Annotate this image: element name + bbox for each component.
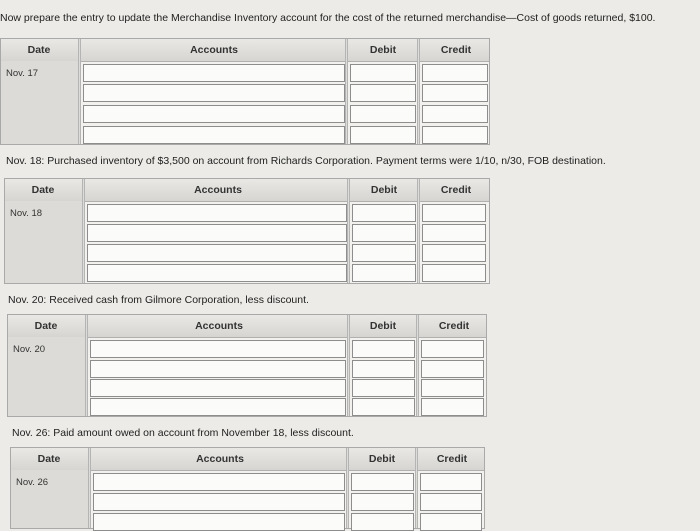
column-divider: [346, 448, 349, 528]
column-divider: [416, 315, 419, 416]
account-input[interactable]: [83, 126, 345, 144]
account-input[interactable]: [93, 473, 345, 491]
credit-input[interactable]: [420, 493, 482, 511]
account-input[interactable]: [87, 224, 347, 242]
accounts-header: Accounts: [195, 320, 243, 332]
column-divider: [417, 179, 420, 283]
date-column: [11, 470, 88, 528]
debit-input[interactable]: [351, 513, 414, 531]
date-header: Date: [27, 44, 51, 56]
credit-header: Credit: [438, 320, 470, 332]
account-input[interactable]: [90, 340, 346, 358]
date-column: [1, 61, 78, 144]
entry-prompt-nov18: Nov. 18: Purchased inventory of $3,500 on account from Richards Corporation. Payment terms were 1/10, n/30, FOB destination.: [6, 155, 606, 167]
credit-input[interactable]: [421, 340, 484, 358]
debit-input[interactable]: [352, 204, 416, 222]
credit-input[interactable]: [422, 204, 486, 222]
entry-prompt-nov20: Nov. 20: Received cash from Gilmore Corporation, less discount.: [8, 294, 309, 306]
account-input[interactable]: [90, 398, 346, 416]
column-divider: [415, 448, 418, 528]
credit-input[interactable]: [422, 64, 488, 82]
column-divider: [85, 315, 88, 416]
debit-input[interactable]: [352, 244, 416, 262]
date-header: Date: [31, 184, 55, 196]
date-column: [5, 201, 82, 283]
account-input[interactable]: [83, 105, 345, 123]
credit-input[interactable]: [420, 473, 482, 491]
journal-table-nov26: [10, 447, 485, 529]
account-input[interactable]: [83, 84, 345, 102]
debit-input[interactable]: [352, 340, 415, 358]
debit-input[interactable]: [350, 64, 416, 82]
credit-input[interactable]: [422, 224, 486, 242]
column-divider: [347, 315, 350, 416]
account-input[interactable]: [93, 493, 345, 511]
credit-header: Credit: [436, 453, 468, 465]
debit-input[interactable]: [352, 224, 416, 242]
account-input[interactable]: [90, 379, 346, 397]
table-header: [11, 448, 484, 471]
column-divider: [88, 448, 91, 528]
debit-header: Debit: [370, 184, 398, 196]
date-cell: Nov. 20: [13, 344, 46, 355]
account-input[interactable]: [93, 513, 345, 531]
date-cell: Nov. 18: [10, 208, 43, 219]
debit-input[interactable]: [350, 105, 416, 123]
journal-table-nov20: [7, 314, 487, 417]
account-input[interactable]: [87, 264, 347, 282]
debit-input[interactable]: [350, 126, 416, 144]
date-column: [8, 337, 85, 416]
column-divider: [347, 179, 350, 283]
credit-input[interactable]: [422, 264, 486, 282]
credit-header: Credit: [440, 44, 472, 56]
account-input[interactable]: [90, 360, 346, 378]
credit-input[interactable]: [422, 84, 488, 102]
credit-input[interactable]: [421, 379, 484, 397]
column-divider: [82, 179, 85, 283]
debit-input[interactable]: [351, 473, 414, 491]
credit-input[interactable]: [422, 244, 486, 262]
column-divider: [78, 39, 81, 144]
accounts-header: Accounts: [194, 184, 242, 196]
journal-table-nov17: [0, 38, 490, 145]
account-input[interactable]: [83, 64, 345, 82]
credit-input[interactable]: [421, 360, 484, 378]
date-cell: Nov. 17: [6, 68, 39, 79]
table-header: [1, 39, 489, 62]
credit-input[interactable]: [420, 513, 482, 531]
entry-prompt-nov17: Now prepare the entry to update the Merchandise Inventory account for the cost of the returned merchandise—Cost of goods returned, $100.: [0, 12, 656, 24]
column-divider: [345, 39, 348, 144]
entry-prompt-nov26: Nov. 26: Paid amount owed on account from November 18, less discount.: [12, 427, 354, 439]
accounts-header: Accounts: [196, 453, 244, 465]
debit-header: Debit: [369, 320, 397, 332]
account-input[interactable]: [87, 204, 347, 222]
debit-header: Debit: [368, 453, 396, 465]
credit-header: Credit: [440, 184, 472, 196]
debit-input[interactable]: [350, 84, 416, 102]
date-header: Date: [37, 453, 61, 465]
date-header: Date: [34, 320, 58, 332]
account-input[interactable]: [87, 244, 347, 262]
debit-header: Debit: [369, 44, 397, 56]
journal-table-nov18: [4, 178, 490, 284]
debit-input[interactable]: [352, 398, 415, 416]
credit-input[interactable]: [421, 398, 484, 416]
credit-input[interactable]: [422, 126, 488, 144]
table-header: [8, 315, 486, 338]
debit-input[interactable]: [352, 379, 415, 397]
debit-input[interactable]: [352, 360, 415, 378]
accounts-header: Accounts: [190, 44, 238, 56]
date-cell: Nov. 26: [16, 477, 49, 488]
debit-input[interactable]: [352, 264, 416, 282]
debit-input[interactable]: [351, 493, 414, 511]
credit-input[interactable]: [422, 105, 488, 123]
column-divider: [417, 39, 420, 144]
